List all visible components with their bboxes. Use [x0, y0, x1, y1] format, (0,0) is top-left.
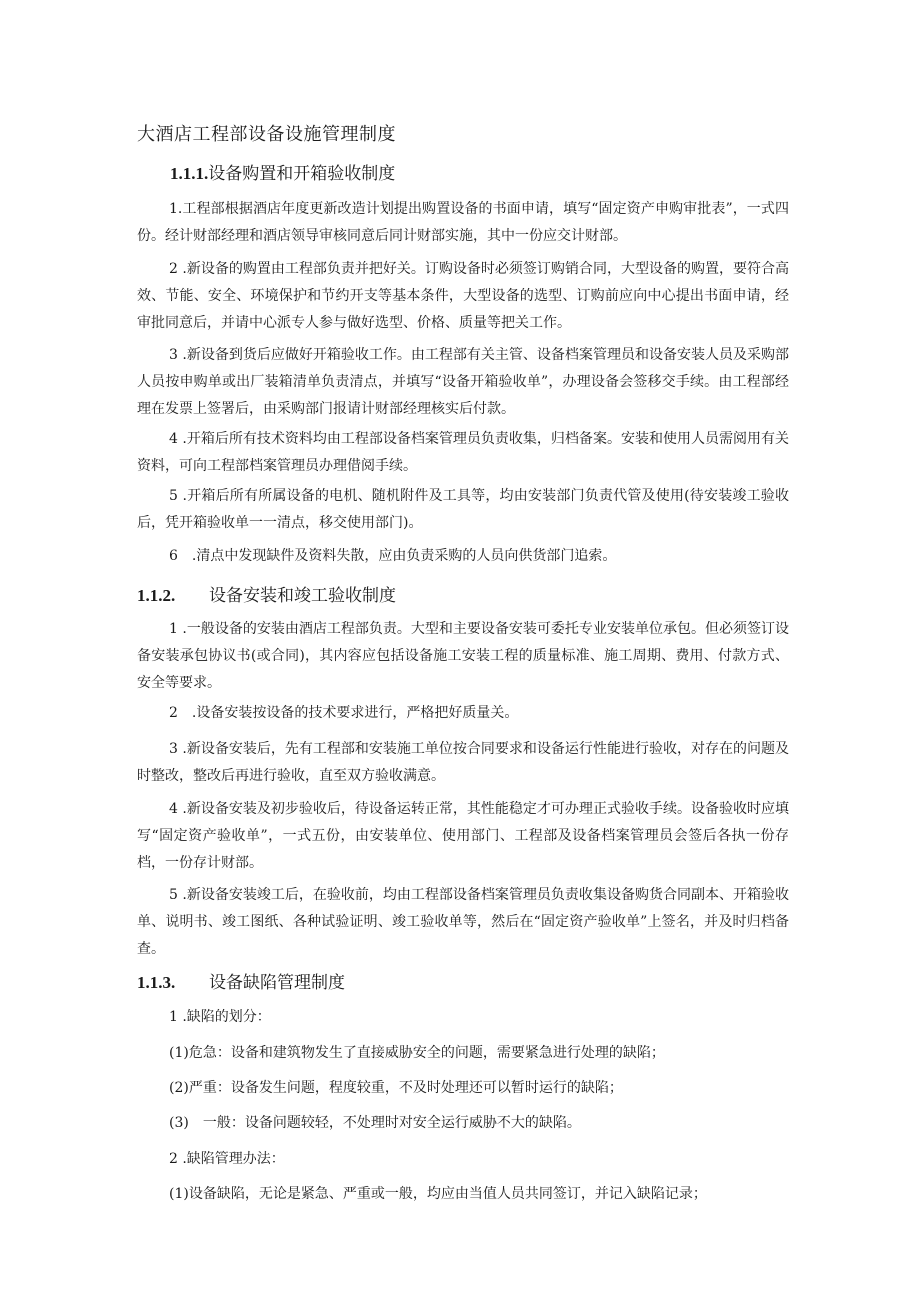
- paragraph: 1 .一般设备的安装由酒店工程部负责。大型和主要设备安装可委托专业安装单位承包。但必须签订设备安装承包协议书(或合同)，其内容应包括设备施工安装工程的质量标准、施工周期、费用、付款方式、安全等要求。: [137, 621, 789, 691]
- list-line: (3) 一般：设备问题较轻，不处理时对安全运行威胁不大的缺陷。: [169, 1115, 581, 1131]
- list-line: 2 .缺陷管理办法：: [169, 1151, 285, 1167]
- list-line: 1 .缺陷的划分：: [169, 1009, 271, 1025]
- paragraph: 4 .新设备安装及初步验收后，待设备运转正常，其性能稳定才可办理正式验收手续。设备验收时应填写“固定资产验收单”，一式五份，由安装单位、使用部门、工程部及设备档案管理员会签后各执一份存档，一份存计财部。: [137, 801, 789, 871]
- paragraph: 3 .新设备到货后应做好开箱验收工作。由工程部有关主管、设备档案管理员和设备安装人员及采购部人员按申购单或出厂装箱清单负责清点，并填写“设备开箱验收单”，办理设备会签移交手续。由工程部经理在发票上签署后，由采购部门报请计财部经理核实后付款。: [137, 347, 789, 417]
- paragraph: 3 .新设备安装后，先有工程部和安装施工单位按合同要求和设备运行性能进行验收，对存在的问题及时整改，整改后再进行验收，直至双方验收满意。: [137, 741, 789, 784]
- section-heading-1-1-3: [137, 968, 345, 993]
- section-heading-1-1-2: [137, 581, 396, 606]
- section-number: 1.1.1.: [170, 164, 209, 183]
- paragraph: 4 .开箱后所有技术资料均由工程部设备档案管理员负责收集，归档备案。安装和使用人员需阅用有关资料，可向工程部档案管理员办理借阅手续。: [137, 431, 789, 474]
- paragraph: 2 .新设备的购置由工程部负责并把好关。订购设备时必须签订购销合同，大型设备的购置，要符合高效、节能、安全、环境保护和节约开支等基本条件，大型设备的选型、订购前应向中心提出书面申请，经审批同意后，并请中心派专人参与做好选型、价格、质量等把关工作。: [137, 261, 789, 331]
- section-title: 设备安装和竣工验收制度: [209, 586, 396, 606]
- paragraph: 1.工程部根据酒店年度更新改造计划提出购置设备的书面申请，填写“固定资产申购审批表”，一式四份。经计财部经理和酒店领导审核同意后同计财部实施，其中一份应交计财部。: [137, 201, 789, 244]
- section-number: 1.1.3.: [137, 973, 176, 992]
- paragraph: 6 .清点中发现缺件及资料失散，应由负责采购的人员向供货部门追索。: [169, 548, 617, 564]
- section-title: 设备购置和开箱验收制度: [208, 164, 396, 184]
- section-number: 1.1.2.: [137, 586, 176, 605]
- paragraph: 5 .新设备安装竣工后，在验收前，均由工程部设备档案管理员负责收集设备购货合同副本、开箱验收单、说明书、竣工图纸、各种试验证明、竣工验收单等，然后在“固定资产验收单”上签名，并及时归档备查。: [137, 887, 789, 957]
- list-line: (2)严重：设备发生问题，程度较重，不及时处理还可以暂时运行的缺陷；: [169, 1080, 623, 1096]
- paragraph: 5 .开箱后所有所属设备的电机、随机附件及工具等，均由安装部门负责代管及使用(待安装竣工验收后，凭开箱验收单一一清点，移交使用部门)。: [137, 488, 789, 531]
- section-heading-1-1-1: [170, 159, 395, 184]
- section-title: 设备缺陷管理制度: [209, 973, 345, 993]
- document-title: 大酒店工程部设备设施管理制度: [137, 124, 396, 145]
- paragraph: 2 .设备安装按设备的技术要求进行，严格把好质量关。: [169, 705, 519, 721]
- list-line: (1)设备缺陷，无论是紧急、严重或一般，均应由当值人员共同签订，并记入缺陷记录；: [169, 1186, 707, 1202]
- list-line: (1)危急：设备和建筑物发生了直接威胁安全的问题，需要紧急进行处理的缺陷；: [169, 1045, 665, 1061]
